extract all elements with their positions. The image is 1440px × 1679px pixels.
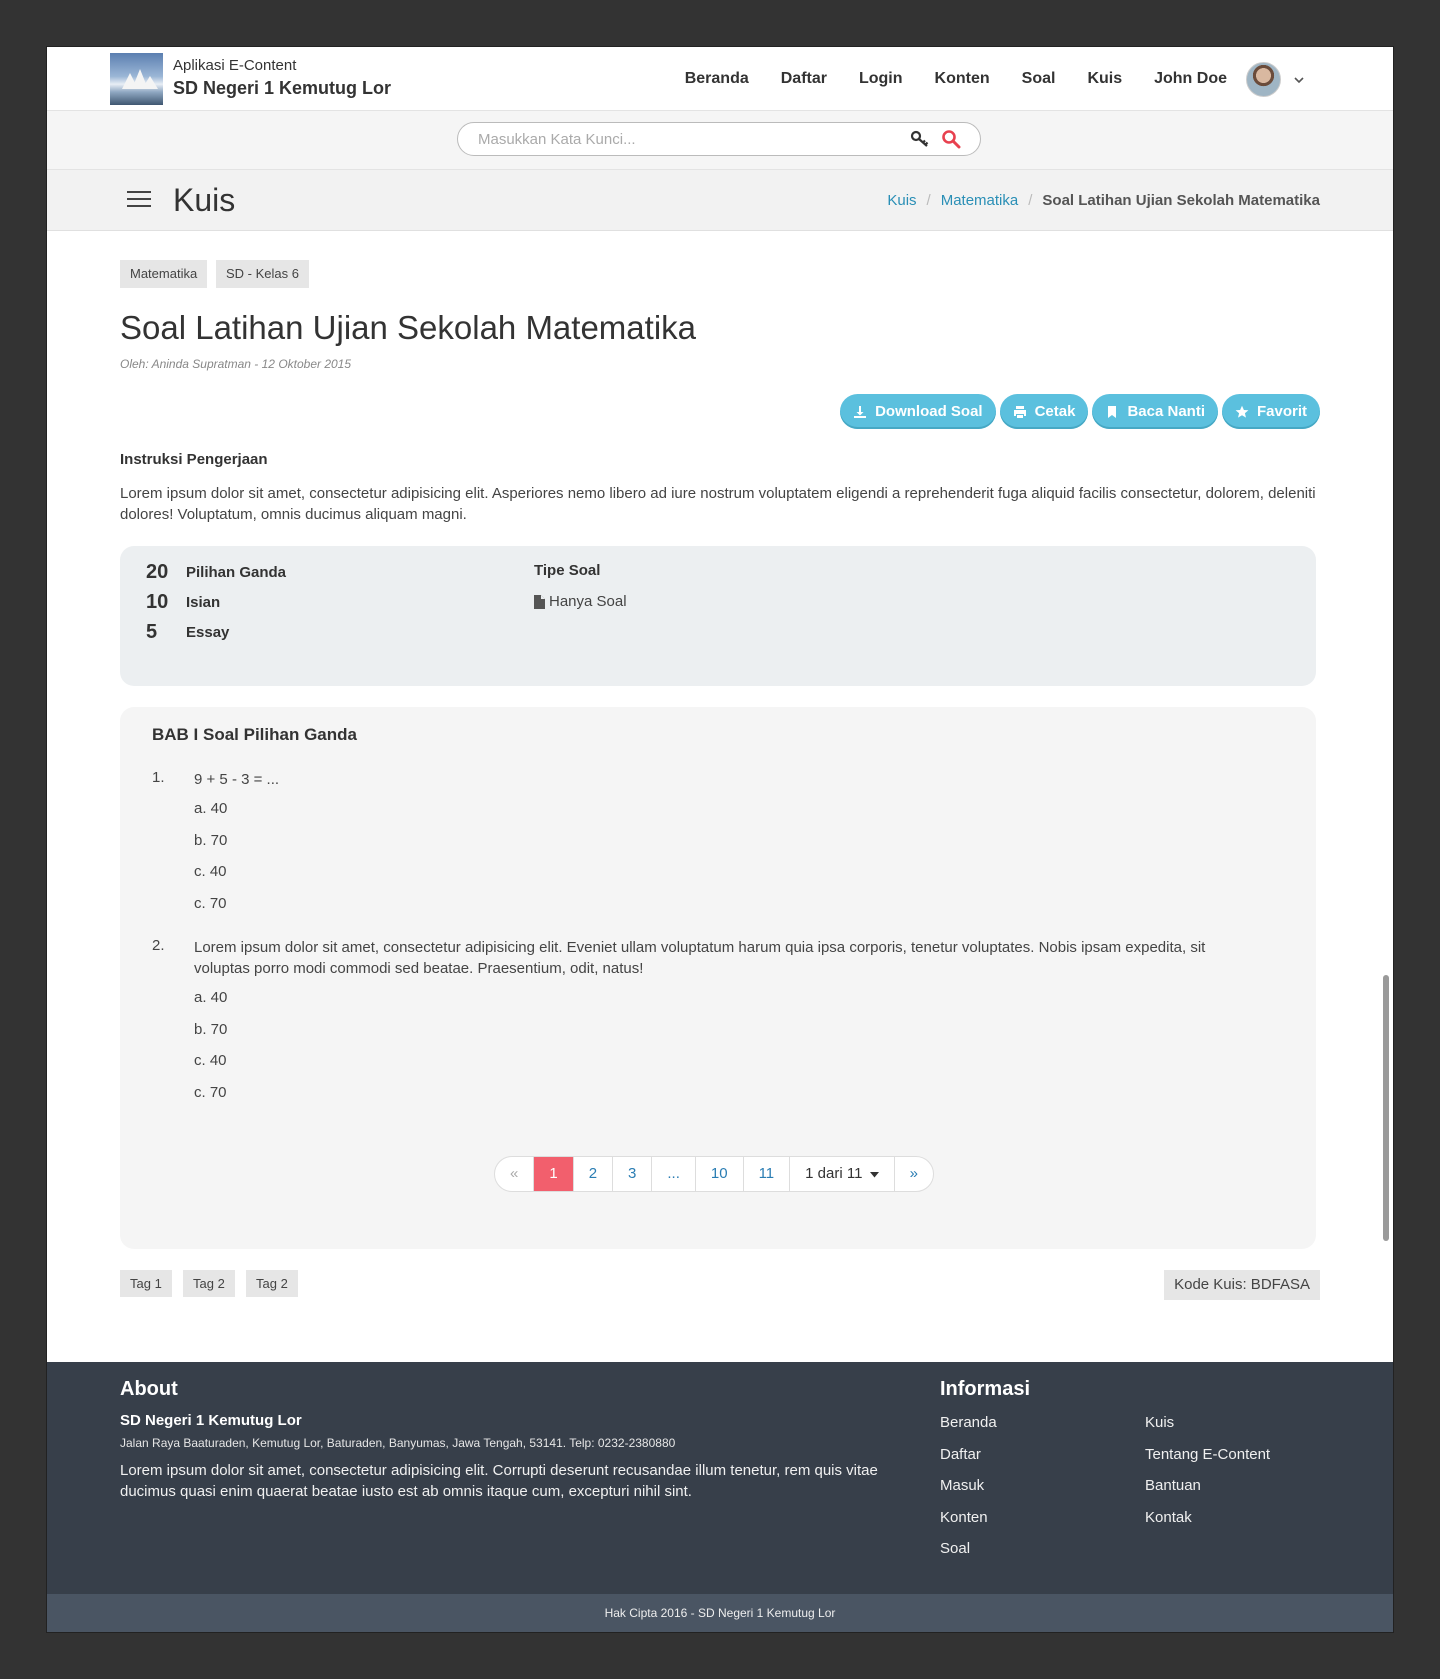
quiz-title: Soal Latihan Ujian Sekolah Matematika — [120, 309, 697, 346]
question-number: 2. — [152, 937, 165, 954]
answer-option[interactable]: a. 40 — [194, 800, 228, 817]
pagination — [494, 1156, 934, 1192]
tag-chip[interactable]: Tag 1 — [120, 1270, 172, 1297]
star-icon — [1235, 405, 1249, 419]
grade-chip[interactable]: SD - Kelas 6 — [216, 260, 309, 288]
answer-option[interactable]: c. 70 — [194, 895, 227, 912]
main-nav — [669, 47, 1243, 110]
footer-link-soal[interactable]: Soal — [940, 1540, 971, 1557]
footer-link-tentang[interactable]: Tentang E-Content — [1145, 1446, 1271, 1463]
question-text: 9 + 5 - 3 = ... — [194, 771, 280, 788]
read-later-button[interactable] — [1092, 394, 1218, 429]
print-icon — [1013, 405, 1027, 419]
type-value-label: Hanya Soal — [549, 593, 627, 610]
download-icon — [853, 405, 867, 419]
questions-panel — [120, 707, 1316, 1249]
pagination-page-11[interactable]: 11 — [744, 1157, 791, 1191]
answer-option[interactable]: c. 70 — [194, 1084, 227, 1101]
subject-chip[interactable]: Matematika — [120, 260, 207, 288]
summary-label: Essay — [186, 624, 230, 641]
read-later-button-label: Baca Nanti — [1127, 403, 1205, 420]
summary-label: Isian — [186, 594, 221, 611]
brand-title[interactable]: SD Negeri 1 Kemutug Lor — [173, 78, 392, 98]
nav-user-name[interactable]: John Doe — [1154, 69, 1227, 87]
bookmark-icon — [1105, 405, 1119, 419]
summary-row — [146, 621, 229, 644]
download-button-label: Download Soal — [875, 403, 983, 420]
nav-login[interactable]: Login — [858, 69, 903, 87]
footer — [47, 1362, 1393, 1594]
breadcrumb-separator: / — [926, 192, 931, 209]
footer-about-heading: About — [120, 1378, 178, 1400]
nav-konten[interactable]: Konten — [934, 69, 990, 87]
breadcrumb-matematika[interactable]: Matematika — [940, 192, 1019, 209]
download-button[interactable] — [840, 394, 996, 429]
answer-option[interactable]: b. 70 — [194, 1021, 228, 1038]
summary-row — [146, 591, 220, 614]
scrollbar-thumb[interactable] — [1383, 975, 1389, 1241]
pagination-page-10[interactable]: 10 — [696, 1157, 744, 1191]
pagination-page-select[interactable] — [790, 1157, 894, 1191]
answer-option[interactable]: c. 40 — [194, 863, 227, 880]
copyright-bar: Hak Cipta 2016 - SD Negeri 1 Kemutug Lor — [47, 1594, 1393, 1632]
summary-label: Pilihan Ganda — [186, 564, 287, 581]
breadcrumb-current: Soal Latihan Ujian Sekolah Matematika — [1042, 192, 1320, 209]
print-button[interactable] — [1000, 394, 1089, 429]
pagination-page-select-label: 1 dari 11 — [805, 1165, 863, 1182]
quiz-summary — [120, 546, 1316, 686]
quiz-code: Kode Kuis: BDFASA — [1164, 1270, 1320, 1300]
nav-beranda[interactable]: Beranda — [684, 69, 749, 87]
breadcrumb-kuis[interactable]: Kuis — [887, 192, 917, 209]
section-title: BAB I Soal Pilihan Ganda — [152, 725, 357, 744]
nav-daftar[interactable]: Daftar — [780, 69, 827, 87]
page-title: Kuis — [173, 182, 236, 218]
summary-count: 5 — [146, 621, 158, 643]
nav-soal[interactable]: Soal — [1021, 69, 1056, 87]
tag-chip[interactable]: Tag 2 — [246, 1270, 298, 1297]
quiz-meta: Oleh: Aninda Supratman - 12 Oktober 2015 — [120, 357, 352, 371]
search-input[interactable] — [457, 122, 981, 156]
footer-link-daftar[interactable]: Daftar — [940, 1446, 981, 1463]
breadcrumb-separator: / — [1028, 192, 1033, 209]
footer-link-bantuan[interactable]: Bantuan — [1145, 1477, 1201, 1494]
user-avatar[interactable] — [1246, 62, 1281, 97]
summary-row — [146, 561, 286, 584]
type-heading: Tipe Soal — [534, 562, 601, 579]
favorite-button-label: Favorit — [1256, 403, 1307, 420]
footer-link-kuis[interactable]: Kuis — [1145, 1414, 1175, 1431]
caret-down-icon — [870, 1172, 879, 1178]
favorite-button[interactable] — [1222, 394, 1320, 429]
pagination-ellipsis: ... — [652, 1157, 696, 1191]
type-value — [534, 593, 627, 610]
page-header — [47, 170, 1393, 231]
instructions-heading: Instruksi Pengerjaan — [120, 451, 268, 468]
search-bar — [47, 111, 1393, 170]
answer-option[interactable]: c. 40 — [194, 1052, 227, 1069]
footer-link-beranda[interactable]: Beranda — [940, 1414, 997, 1431]
footer-link-masuk[interactable]: Masuk — [940, 1477, 985, 1494]
footer-school-name: SD Negeri 1 Kemutug Lor — [120, 1412, 302, 1429]
footer-description: Lorem ipsum dolor sit amet, consectetur adipisicing elit. Corrupti deserunt recusandae illum tenetur, rem quis vitae ducimus quasi enim quaerat beatae iusto est ab omnis itaque cum, excepturi nihil sint. — [120, 1462, 878, 1500]
footer-link-konten[interactable]: Konten — [940, 1509, 988, 1526]
pagination-next[interactable]: » — [909, 1165, 918, 1182]
print-button-label: Cetak — [1034, 403, 1076, 420]
answer-option[interactable]: b. 70 — [194, 832, 228, 849]
summary-count: 10 — [146, 591, 169, 613]
tag-chip[interactable]: Tag 2 — [183, 1270, 235, 1297]
answer-option[interactable]: a. 40 — [194, 989, 228, 1006]
breadcrumb — [887, 192, 1320, 209]
footer-link-kontak[interactable]: Kontak — [1145, 1509, 1192, 1526]
question-number: 1. — [152, 769, 165, 786]
question-text: Lorem ipsum dolor sit amet, consectetur adipisicing elit. Eveniet ullam voluptatum harum quia ipsa corporis, tenetur voluptates. Nobis ipsam expedita, sit voluptas porro modi commodi sed beatae. Praesentium, odit, natus! — [194, 939, 1206, 977]
nav-kuis[interactable]: Kuis — [1087, 69, 1123, 87]
pagination-page-2[interactable]: 2 — [574, 1157, 613, 1191]
pagination-page-1[interactable]: 1 — [534, 1157, 573, 1191]
pagination-prev[interactable]: « — [495, 1157, 534, 1191]
school-logo-image[interactable] — [110, 53, 163, 105]
app-window — [47, 47, 1393, 1632]
hamburger-icon[interactable] — [127, 191, 151, 209]
pagination-page-3[interactable]: 3 — [613, 1157, 652, 1191]
brand-subtitle: Aplikasi E-Content — [173, 57, 297, 74]
top-navbar — [47, 47, 1393, 111]
file-icon — [534, 595, 545, 609]
summary-count: 20 — [146, 561, 169, 583]
instructions-text: Lorem ipsum dolor sit amet, consectetur adipisicing elit. Asperiores nemo libero ad iure nostrum voluptatem eligendi a reprehenderit fuga aliquid facilis consectetur, dolorem, deleniti dolores! Voluptatum, omnis ducimus aliquam magni. — [120, 485, 1316, 523]
footer-info-heading: Informasi — [940, 1378, 1031, 1400]
action-buttons — [840, 394, 1320, 429]
search-icon[interactable] — [941, 129, 961, 149]
key-icon[interactable] — [910, 130, 930, 148]
footer-address: Jalan Raya Baaturaden, Kemutug Lor, Baturaden, Banyumas, Jawa Tengah, 53141. Telp: 0232-2380880 — [120, 1436, 676, 1450]
chevron-down-icon[interactable] — [1293, 74, 1305, 86]
